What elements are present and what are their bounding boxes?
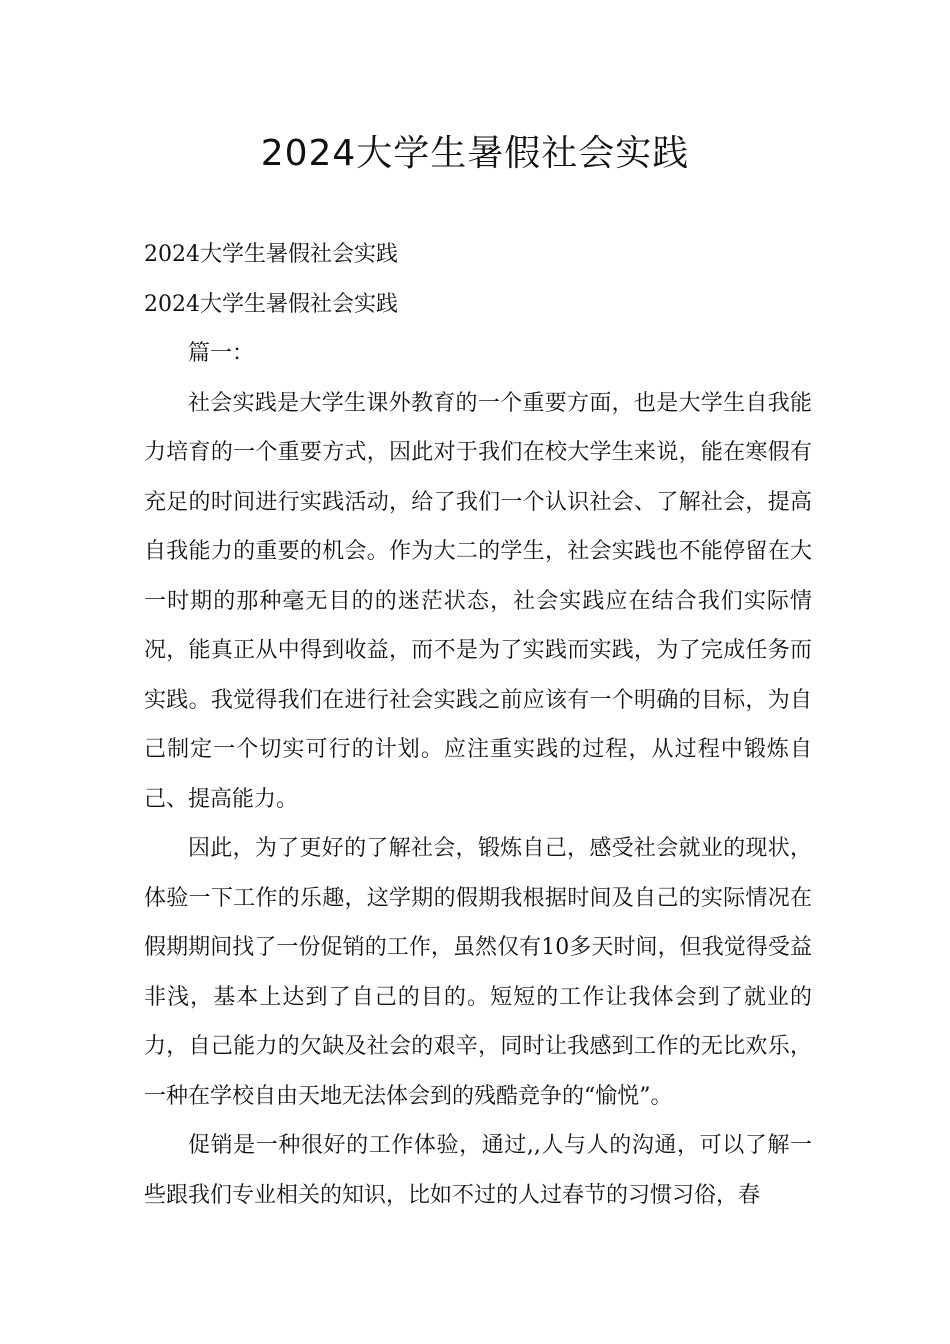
paragraph: 2024大学生暑假社会实践: [144, 291, 398, 317]
paragraph: 社会实践是大学生课外教育的一个重要方面，也是大学生自我能力培育的一个重要方式，因此对于我们在校大学生来说，能在寒假有充足的时间进行实践活动，给了我们一个认识社会、了解社会，提高自我能力的重要的机会。作为大二的学生，社会实践也不能停留在大一时期的那种毫无目的的迷茫状态，社会实践应在结合我们实际情况，能真正从中得到收益，而不是为了实践而实践，为了完成任务而实践。我觉得我们在进行社会实践之前应该有一个明确的目标，为自己制定一个切实可行的计划。应注重实践的过程，从过程中锻炼自己、提高能力。: [144, 390, 812, 812]
paragraph: 篇一：: [188, 341, 255, 366]
paragraph: 促销是一种很好的工作体验，通过,,人与人的沟通，可以了解一些跟我们专业相关的知识，比如不过的人过春节的习惯习俗，春: [144, 1133, 812, 1208]
paragraph: 2024大学生暑假社会实践: [144, 242, 398, 267]
document-body: [144, 230, 812, 1220]
document-title: 2024大学生暑假社会实践: [260, 133, 690, 174]
paragraph: 因此，为了更好的了解社会，锻炼自己，感受社会就业的现状，体验一下工作的乐趣，这学期的假期我根据时间及自己的实际情况在假期期间找了一份促销的工作，虽然仅有10多天时间，但我觉得受益非浅，基本上达到了自己的目的。短短的工作让我体会到了就业的力，自己能力的欠缺及社会的艰辛，同时让我感到工作的无比欢乐，一种在学校自由天地无法体会到的残酷竞争的“愉悦”。: [144, 836, 812, 1109]
